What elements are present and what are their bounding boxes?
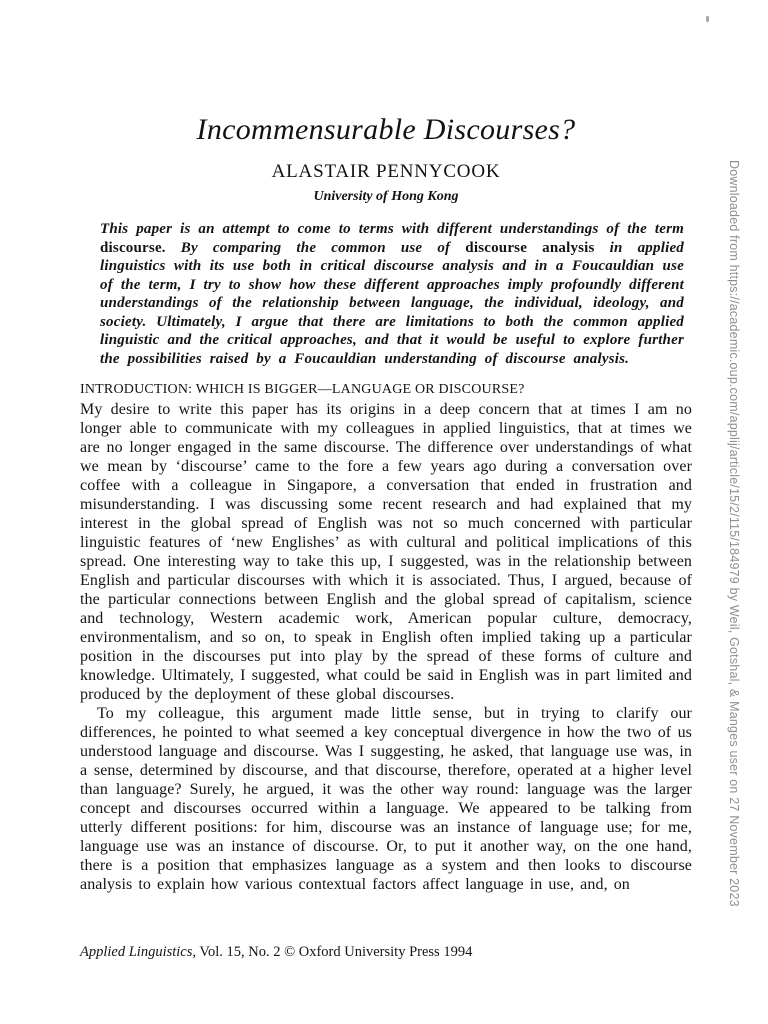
body-paragraph: To my colleague, this argument made little sense, but in trying to clarify our differences, he pointed to what seemed a key conceptual divergence in how the two of us understood language and discourse. Was I suggesting, he asked, that language use was, in a sense, determined by discourse, and that discourse, therefore, operated at a higher level than language? Surely, he argued, it was the other way round: language was the larger concept and discourses occurred within a language. We appeared to be talking from utterly different positions: for him, discourse was an instance of language use; for me, language use was an instance of discourse. Or, to put it another way, on the one hand, there is a position that emphasizes language as a system and then looks to discourse analysis to explain how various contextual factors affect language in use, and, on [80, 705, 692, 893]
abstract-segment: This paper is an attempt to come to terms with different understandings of the term [100, 221, 684, 237]
abstract-term-discourse-analysis: discourse analysis [465, 239, 595, 256]
page-title: Incommensurable Discourses? [196, 113, 576, 146]
abstract-term-discourse: discourse. [100, 239, 166, 256]
text-column [80, 0, 692, 894]
abstract-segment: in applied linguistics with its use both in critical discourse analysis and in a Foucauldian use of the term, I try to show how these different approaches imply profoundly different understandings of the relationship between language, the individual, ideology, and society. Ultimately, I argue that there are limitations to both the common applied linguistic and the critical approaches, and that it would be useful to explore further the possibilities raised by a Foucauldian understanding of discourse analysis. [100, 239, 684, 367]
abstract-text [100, 220, 684, 368]
section-heading-introduction: INTRODUCTION: WHICH IS BIGGER—LANGUAGE OR DISCOURSE? [80, 382, 525, 397]
body-paragraph: My desire to write this paper has its origins in a deep concern that at times I am no longer able to communicate with my colleagues in applied linguistics, that at times we are no longer engaged in the same discourse. The difference over understandings of what we mean by ‘discourse’ came to the fore a few years ago during a conversation over coffee with a colleague in Singapore, a conversation that ended in frustration and misunderstanding. I was discussing some recent research and had explained that my interest in the global spread of English was not so much concerned with particular linguistic features of ‘new Englishes’ as with cultural and political implications of this spread. One interesting way to take this up, I suggested, was in the relationship between English and particular discourses with which it is associated. Thus, I argued, because of the particular connections between English and the global spread of capitalism, science and technology, Western academic work, American popular culture, democracy, environmentalism, and so on, to speak in English often implied taking up a particular position in the discourses put into play by the spread of these forms of culture and knowledge. Ultimately, I suggested, what could be said in English was in part limited and produced by the deployment of these global discourses. [80, 401, 692, 703]
author-name: ALASTAIR PENNYCOOK [271, 161, 501, 182]
download-provenance-watermark: Downloaded from https://academic.oup.com/applij/article/15/2/115/184979 by Weil, Gotshal, & Manges user on 27 November 2023 [727, 160, 741, 907]
scan-artifact-speck [706, 16, 709, 22]
journal-name: Applied Linguistics, [80, 944, 196, 960]
abstract-segment: By comparing the common use of [165, 239, 466, 256]
author-affiliation: University of Hong Kong [313, 189, 459, 204]
journal-citation: Vol. 15, No. 2 © Oxford University Press 1994 [196, 944, 473, 960]
journal-footer [80, 944, 472, 961]
